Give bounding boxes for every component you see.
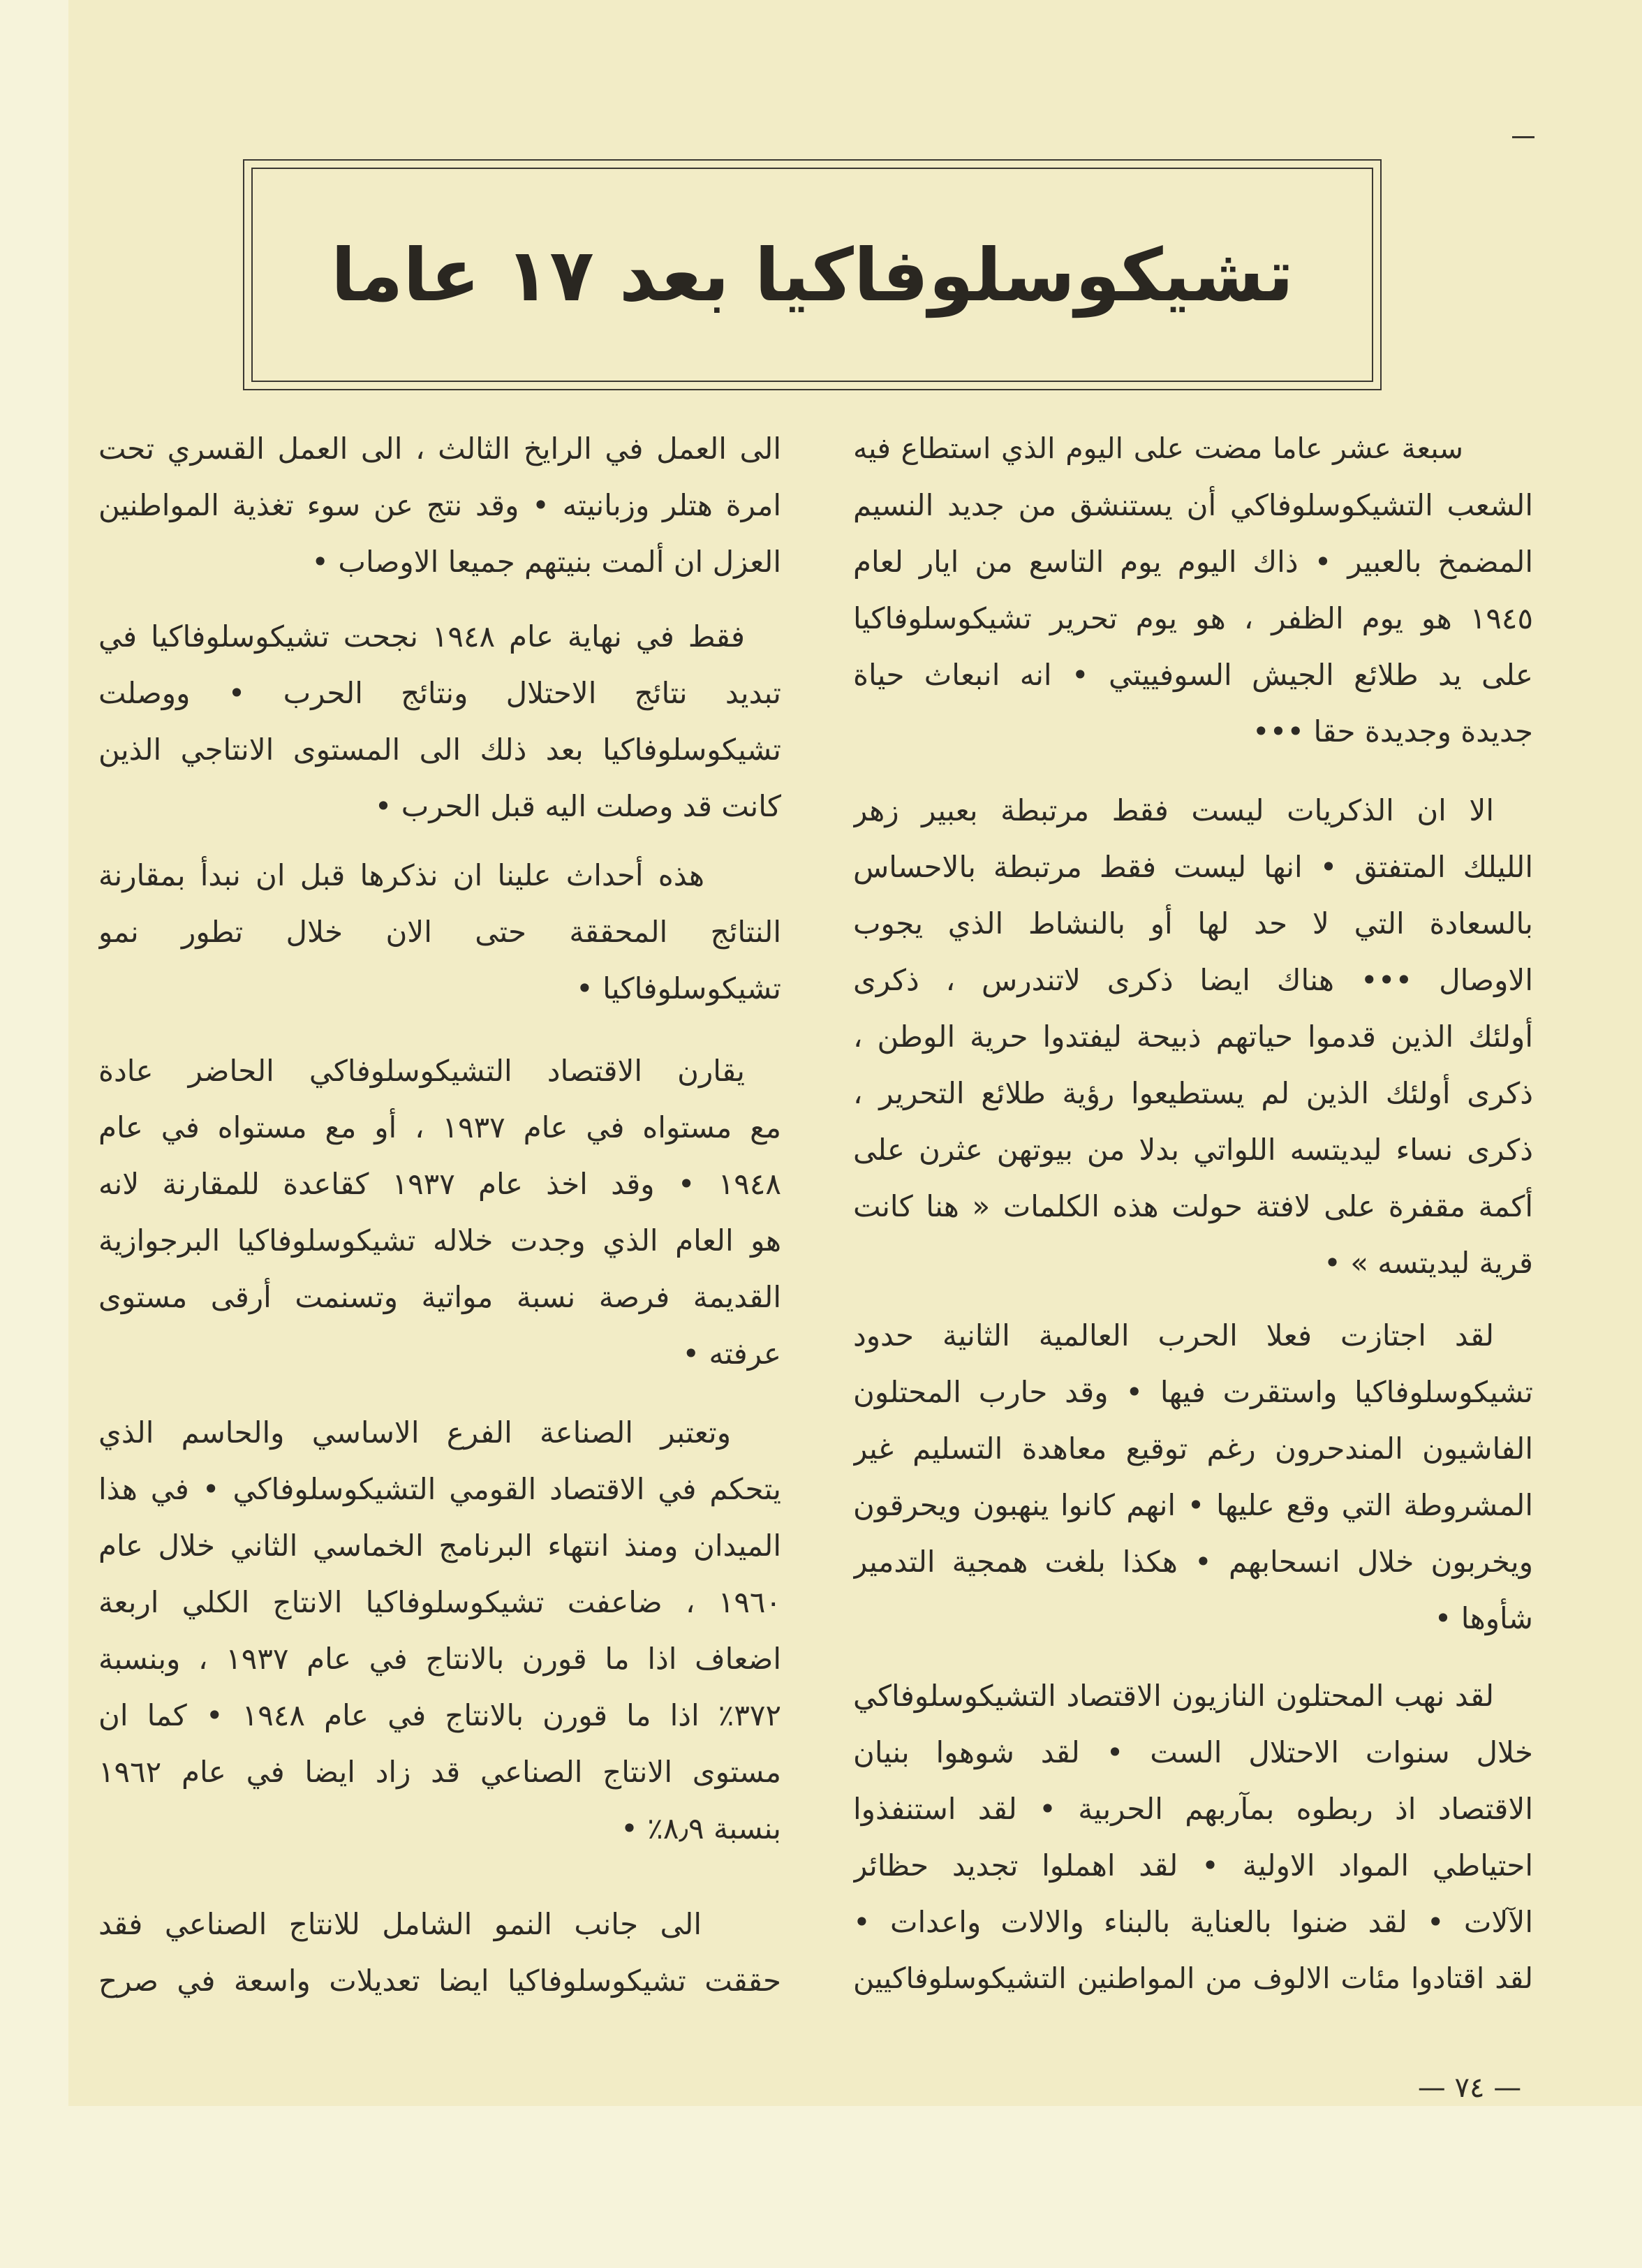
text-line: العزل ان ألمت بنيتهم جميعا الاوصاب •: [311, 545, 781, 579]
text-line: بنسبة ٨٫٩٪ •: [621, 1811, 781, 1846]
text-line: بالسعادة التي لا حد لها أو بالنشاط الذي يجوب: [853, 906, 1533, 941]
paragraph: [98, 847, 781, 1017]
text-line: قرية ليديتسه » •: [1324, 1246, 1533, 1280]
text-line: اضعاف اذا ما قورن بالانتاج في عام ١٩٣٧ ، وبنسبة: [98, 1642, 781, 1676]
text-line: ١٩٦٠ ، ضاعفت تشيكوسلوفاكيا الانتاج الكلي اربعة: [98, 1585, 781, 1619]
text-line: الى جانب النمو الشامل للانتاج الصناعي فقد: [98, 1907, 702, 1941]
text-line: الى العمل في الرايخ الثالث ، الى العمل القسري تحت: [98, 432, 781, 466]
text-line: مستوى الانتاج الصناعي قد زاد ايضا في عام ١٩٦٢: [98, 1755, 781, 1789]
text-line: كانت قد وصلت اليه قبل الحرب •: [374, 789, 781, 823]
page-number: — ٧٤ —: [1417, 2072, 1522, 2104]
text-line: الاقتصاد اذ ربطوه بمآربهم الحربية • لقد استنفذوا: [853, 1792, 1533, 1826]
text-line: ذكرى نساء ليديتسه اللواتي بدلا من بيوتهن عثرن على: [853, 1133, 1533, 1167]
text-line: الليلك المتفتق • انها ليست فقط مرتبطة بالاحساس: [853, 850, 1533, 884]
text-line: سبعة عشر عاما مضت على اليوم الذي استطاع فيه: [853, 432, 1463, 465]
text-line: ١٩٤٨ • وقد اخذ عام ١٩٣٧ كقاعدة للمقارنة لانه: [98, 1167, 781, 1201]
text-line: خلال سنوات الاحتلال الست • لقد شوهوا بنيان: [853, 1735, 1533, 1769]
text-line: أكمة مقفرة على لافتة حولت هذه الكلمات « هنا كانت: [853, 1189, 1533, 1223]
text-line: تشيكوسلوفاكيا واستقرت فيها • وقد حارب المحتلون: [853, 1375, 1533, 1409]
text-line: الآلات • لقد ضنوا بالعناية بالبناء والالات واعدات •: [853, 1905, 1533, 1939]
text-line: امرة هتلر وزبانيته • وقد نتج عن سوء تغذية المواطنين: [98, 488, 781, 522]
text-line: تشيكوسلوفاكيا بعد ذلك الى المستوى الانتاجي الذين: [98, 732, 781, 767]
right-column: [853, 0, 1533, 2025]
text-line: يتحكم في الاقتصاد القومي التشيكوسلوفاكي • في هذا: [98, 1472, 781, 1506]
text-line: شأوها •: [1434, 1601, 1533, 1635]
text-line: لقد اجتازت فعلا الحرب العالمية الثانية حدود: [853, 1318, 1494, 1353]
text-line: أولئك الذين قدموا حياتهم ذبيحة ليفتدوا حرية الوطن ،: [853, 1019, 1533, 1054]
paragraph: [98, 1896, 781, 2009]
text-line: وتعتبر الصناعة الفرع الاساسي والحاسم الذي: [98, 1415, 731, 1450]
text-line: تشيكوسلوفاكيا •: [576, 971, 781, 1006]
text-line: ذكرى أولئك الذين لم يستطيعوا رؤية طلائع التحرير ،: [853, 1076, 1533, 1110]
text-line: جديدة وجديدة حقا •••: [1252, 714, 1533, 749]
page-title: تشيكوسلوفاكيا بعد ١٧ عاما: [330, 232, 1294, 318]
paragraph: [853, 420, 1533, 760]
text-line: القديمة فرصة نسبة مواتية وتسنمت أرقى مستوى: [98, 1280, 781, 1314]
text-line: تبديد نتائج الاحتلال ونتائج الحرب • ووصلت: [98, 676, 781, 710]
text-line: عرفته •: [682, 1336, 781, 1371]
text-line: ١٩٤٥ هو يوم الظفر ، هو يوم تحرير تشيكوسلوفاكيا: [853, 601, 1533, 635]
paragraph: [853, 1307, 1533, 1647]
text-line: على يد طلائع الجيش السوفييتي • انه انبعاث حياة: [853, 658, 1533, 692]
text-line: هذه أحداث علينا ان نذكرها قبل ان نبدأ بمقارنة: [98, 858, 704, 892]
text-line: المشروطة التي وقع عليها • انهم كانوا ينهبون ويحرقون: [853, 1488, 1533, 1522]
text-line: احتياطي المواد الاولية • لقد اهملوا تجديد حظائر: [853, 1848, 1533, 1883]
text-line: لقد نهب المحتلون النازيون الاقتصاد التشيكوسلوفاكي: [853, 1679, 1494, 1713]
text-line: فقط في نهاية عام ١٩٤٨ نجحت تشيكوسلوفاكيا في: [98, 619, 745, 654]
text-line: النتائج المحققة حتى الان خلال تطور نمو: [98, 915, 781, 949]
text-line: حققت تشيكوسلوفاكيا ايضا تعديلات واسعة في صرح: [98, 1964, 781, 1998]
paragraph: [98, 1043, 781, 1382]
text-line: ٣٧٢٪ اذا ما قورن بالانتاج في عام ١٩٤٨ • كما ان: [98, 1698, 781, 1732]
text-line: هو العام الذي وجدت خلاله تشيكوسلوفاكيا البرجوازية: [98, 1223, 781, 1258]
text-line: ويخربون خلال انسحابهم • هكذا بلغت همجية التدمير: [853, 1545, 1533, 1579]
text-line: الفاشيون المندحرون رغم توقيع معاهدة التسليم غير: [853, 1431, 1533, 1466]
text-line: الاوصال ••• هناك ايضا ذكرى لاتندرس ، ذكرى: [853, 963, 1533, 997]
text-line: مع مستواه في عام ١٩٣٧ ، أو مع مستواه في عام: [98, 1110, 781, 1144]
text-line: يقارن الاقتصاد التشيكوسلوفاكي الحاضر عادة: [98, 1054, 745, 1088]
text-line: الميدان ومنذ انتهاء البرنامج الخماسي الثاني خلال عام: [98, 1529, 781, 1563]
left-column: [98, 0, 781, 2025]
text-line: الشعب التشيكوسلوفاكي أن يستنشق من جديد النسيم: [853, 488, 1533, 522]
text-line: الا ان الذكريات ليست فقط مرتبطة بعبير زهر: [853, 793, 1494, 827]
text-line: لقد اقتادوا مئات الالوف من المواطنين التشيكوسلوفاكيين: [853, 1961, 1533, 1995]
paragraph: [98, 1404, 781, 1857]
paragraph: [98, 608, 781, 834]
paragraph: [98, 420, 781, 590]
paragraph: [853, 1667, 1533, 2007]
text-line: المضمخ بالعبير • ذاك اليوم يوم التاسع من ايار لعام: [853, 545, 1533, 579]
paragraph: [853, 782, 1533, 1291]
